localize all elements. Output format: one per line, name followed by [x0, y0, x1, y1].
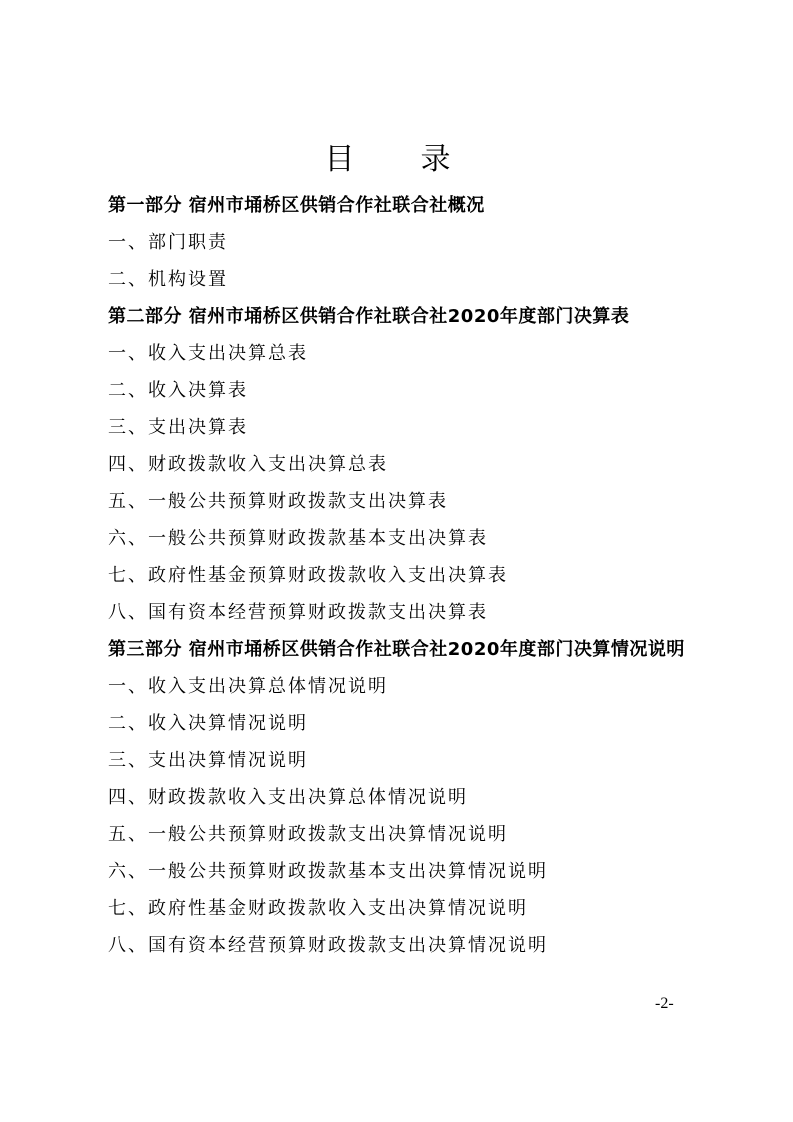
toc-item: 六、一般公共预算财政拨款基本支出决算表 [108, 528, 488, 549]
toc-item: 二、机构设置 [108, 269, 228, 290]
page-title: 目 录 [324, 142, 469, 177]
toc-item: 六、一般公共预算财政拨款基本支出决算情况说明 [108, 861, 548, 882]
toc-item: 一、部门职责 [108, 232, 228, 253]
toc-item: 四、财政拨款收入支出决算总表 [108, 454, 388, 475]
toc-item: 三、支出决算表 [108, 417, 248, 438]
toc-item: 五、一般公共预算财政拨款支出决算情况说明 [108, 824, 508, 845]
toc-item: 二、收入决算表 [108, 380, 248, 401]
toc-item: 一、收入支出决算总体情况说明 [108, 676, 388, 697]
toc-item: 八、国有资本经营预算财政拨款支出决算情况说明 [108, 935, 548, 956]
toc-item: 八、国有资本经营预算财政拨款支出决算表 [108, 602, 488, 623]
toc-item: 四、财政拨款收入支出决算总体情况说明 [108, 787, 468, 808]
toc-part-2-heading: 第二部分 宿州市埇桥区供销合作社联合社2020年度部门决算表 [108, 306, 630, 327]
table-of-contents [108, 187, 698, 964]
toc-item: 七、政府性基金预算财政拨款收入支出决算表 [108, 565, 508, 586]
toc-item: 七、政府性基金财政拨款收入支出决算情况说明 [108, 898, 528, 919]
toc-item: 三、支出决算情况说明 [108, 750, 308, 771]
toc-part-1-heading: 第一部分 宿州市埇桥区供销合作社联合社概况 [108, 195, 485, 216]
toc-item: 二、收入决算情况说明 [108, 713, 308, 734]
toc-part-3-heading: 第三部分 宿州市埇桥区供销合作社联合社2020年度部门决算情况说明 [108, 639, 685, 660]
toc-item: 一、收入支出决算总表 [108, 343, 308, 364]
toc-item: 五、一般公共预算财政拨款支出决算表 [108, 491, 448, 512]
page-number: -2- [655, 995, 674, 1012]
